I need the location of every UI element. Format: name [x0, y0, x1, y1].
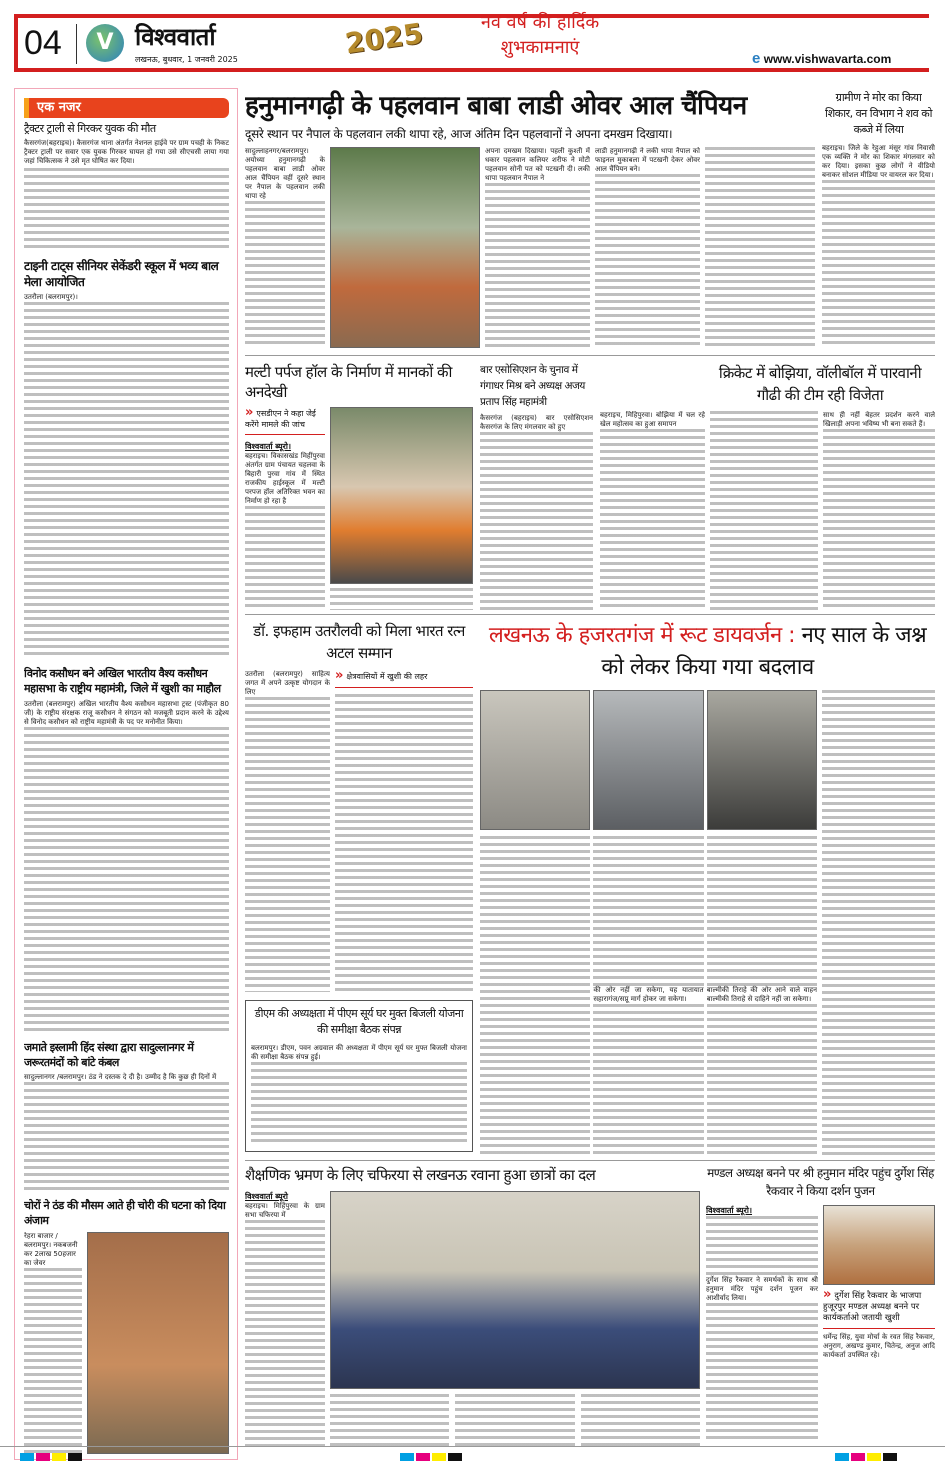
- caption-text: दुर्गेश सिंह रैकवार के भाजपा हुजूरपुर मण्डल अध्यक्ष बनने पर कार्यकर्ताओ जतायी खुशी: [823, 1291, 922, 1323]
- text-lines: [245, 1220, 325, 1450]
- headline: जमाते इस्लामी हिंद संस्था द्वारा सादुल्लानगर में जरूरतमंदों को बांटे कंबल: [24, 1041, 194, 1069]
- lucknow-col-right: [822, 690, 935, 1155]
- text-lines: [245, 506, 325, 610]
- hall-story: [245, 362, 473, 610]
- lucknow-columns: [480, 836, 817, 1155]
- story-chori: [24, 1198, 229, 1454]
- text-lines: [455, 1394, 574, 1450]
- cyan-swatch: [835, 1453, 849, 1461]
- text-lines: [707, 1004, 817, 1155]
- color-swatches-right: [835, 1453, 897, 1461]
- trip-col-2: [330, 1394, 700, 1450]
- mandal-closing: धर्मेन्द्र सिंह, युवा मोर्चा के रवत सिंह रैकवार, अनुराग, अखण्ड कुमार, चितेन्द्र, अनुज आदि कार्यकर्ता उपस्थित रहे।: [823, 1333, 935, 1359]
- text-lines: [593, 836, 703, 986]
- text-lines: [330, 1394, 449, 1450]
- headline: डीएम की अध्यक्षता में पीएम सूर्य घर मुक्त बिजली योजना की समीक्षा बैठक संपन्न: [254, 1007, 464, 1036]
- story-text: रेहरा बाजार /बलरामपुर। नकबजनी कर 2लाख 50हजार का जेवर: [24, 1232, 78, 1267]
- section-rule: [245, 355, 935, 356]
- trip-col-1: [245, 1191, 325, 1450]
- lucknow-headline: [480, 620, 935, 684]
- byline: विश्ववार्ता ब्यूरो।: [706, 1206, 753, 1215]
- paper-name: विश्ववार्ता: [135, 23, 216, 51]
- mandal-story: [706, 1164, 935, 1442]
- chori-text-col: [24, 1232, 82, 1454]
- magenta-swatch: [36, 1453, 50, 1461]
- lead-subheadline: दूसरे स्थान पर नैपाल के पहलवान लकी थापा रहे, आज अंतिम दिन पहलवानों ने अपना दमखम दिखाया।: [245, 127, 673, 141]
- headline: ट्रैक्टर ट्राली से गिरकर युवक की मौत: [24, 122, 156, 135]
- color-registration-bar: [0, 1446, 945, 1447]
- mandal-col-1: [706, 1205, 818, 1442]
- text-lines: [706, 1303, 818, 1442]
- year-badge: 2025: [343, 16, 425, 61]
- lead-col-1: [245, 147, 325, 348]
- story-text: सादुल्लाहनगर/बलरामपुर। अयोध्या हनुमानगढ़ी के पहलवान बाबा लाडी ओवर आल चैंपियन वहीं दूसरे स्थान पर नैपाल के पहलवान लकी थापा रहे: [245, 147, 325, 200]
- divider: [76, 24, 77, 64]
- story-text: बहराइच। विकासखंड मिहींपुरवा अंतर्गत ग्राम पंचायत चहलवा के बिहारी पुरवा गांव में स्थित राजकीय हाईस्कूल में मल्टी परपज हॉल अतिरिक्त भवन का निर्माण हो रहा है: [245, 452, 325, 505]
- headline: बार एसोसिएशन के चुनाव में गंगाधर मिश्र बने अध्यक्ष अजय प्रताप सिंह महामंत्री: [480, 364, 585, 408]
- text-lines: [707, 836, 817, 986]
- atal-headline: डॉ. इफहाम उतरौलवी को मिला भारत रत्न अटल सम्मान: [253, 622, 465, 662]
- text-lines: [593, 1004, 703, 1155]
- text-lines: [706, 1216, 818, 1276]
- hall-inauguration-photo: [330, 407, 473, 584]
- headline-black: नए साल के जश्न को लेकर किया गया बदलाव: [601, 623, 927, 680]
- story-text: कैसरगंज(बहराइच)। कैसरगंज थाना अंतर्गत नेशनल हाईवे पर ग्राम पचही के निकट ट्रैक्टर ट्राली पर सवार एक युवक गिरकर घायल हो गया उसे सीएचसी लाया गया जहां चिकित्सक ने उसे मृत घोषित कर दिया।: [24, 139, 229, 165]
- quote-arrow-icon: »: [335, 670, 344, 683]
- story-text: अपना दमखम दिखाया। पहली कुश्ती में धकार पहलवान कलियर शरीफ ने मोटी पहलवान सोनी पत को पटखनी दी। लकी थापा पहलवान नैपाल ने: [485, 147, 590, 182]
- black-swatch: [448, 1453, 462, 1461]
- text-lines: [710, 411, 818, 610]
- story-text: उतरौला (बलरामपुर) साहित्य जगत में अपने उत्कृष्ट योगदान के लिए: [245, 670, 330, 696]
- highlight-box: [245, 407, 325, 435]
- story-text: सादुल्लानगर /बलरामपुर। ठंड ने दस्तक दे दी है। उम्मीद है कि कुछ ही दिनों में: [24, 1073, 217, 1081]
- bar-story: [480, 362, 593, 610]
- greeting-line-2: शुभकामनाएं: [500, 37, 580, 58]
- lucknow-col-2: [593, 836, 703, 1155]
- headline: ग्रामीण ने मोर का किया शिकार, वन विभाग ने शव को कब्जे में लिया: [824, 91, 933, 136]
- section-rule: [245, 1160, 935, 1161]
- dm-story-box: [245, 1000, 473, 1152]
- atal-columns: [245, 670, 473, 992]
- highlight-box: [335, 670, 473, 688]
- color-swatches-left: [20, 1453, 82, 1461]
- yellow-swatch: [52, 1453, 66, 1461]
- browser-e-icon: e: [752, 50, 761, 67]
- cricket-col-2: [710, 411, 818, 610]
- text-lines: [480, 836, 590, 1155]
- text-lines: [600, 429, 705, 610]
- black-swatch: [883, 1453, 897, 1461]
- wrestling-photo: [330, 147, 480, 348]
- theft-site-photo: [87, 1232, 229, 1454]
- story-text: लाडी हनुमानगढ़ी ने लकी थापा नैपाल को फाइनल मुकाबला में पटखनी देकर ओवर आल चैंपियन बने।: [595, 147, 700, 173]
- atal-col-1: [245, 670, 330, 992]
- text-lines: [823, 429, 935, 610]
- text-lines: [251, 1062, 467, 1146]
- ek-nazar-content: [24, 98, 229, 1454]
- traffic-photo-2: [593, 690, 703, 830]
- website[interactable]: [752, 50, 891, 67]
- story-bal-mela: [24, 258, 229, 658]
- headline: टाइनी टाट्स सीनियर सेकेंडरी स्कूल में भव्य बाल मेला आयोजित: [24, 259, 219, 289]
- lucknow-story: [480, 620, 935, 1155]
- text-lines: [480, 432, 593, 610]
- byline: विश्ववार्ता ब्यूरो।: [245, 442, 292, 451]
- hall-photo-col: [330, 407, 473, 610]
- lead-headline: हनुमानगढ़ी के पहलवान बाबा लाडी ओवर आल चैंपियन: [245, 91, 747, 121]
- lead-col-2: [485, 147, 590, 348]
- text-lines: [245, 201, 325, 348]
- trip-body-row: [245, 1191, 700, 1450]
- students-group-photo: [330, 1191, 700, 1389]
- story-text: कैसरगंज (बहराइच) बार एसोसिएशन कैसरगंज के लिए मंगलवार को हुए: [480, 414, 593, 431]
- lead-columns: [245, 147, 815, 348]
- chori-body-row: [24, 1232, 229, 1454]
- story-text: बहराइच, मिहिपुरवा। बोझिया में चल रहे खेल महोत्सव का हुआ समापन: [600, 411, 705, 428]
- story-vinod: [24, 666, 229, 1032]
- text-lines: [24, 1082, 229, 1190]
- mandal-body-row: [706, 1205, 935, 1442]
- text-lines: [822, 690, 935, 1155]
- story-text: बलरामपुर। डीएम, पवन अग्रवाल की अध्यक्षता में पीएम सूर्य घर मुफ्त बिजली योजना की समीक्षा बैठक संपन्न हुई।: [251, 1044, 467, 1061]
- text-lines: [245, 697, 330, 992]
- story-text: बाल्मीकी तिराहे की ओर आने वाले वाहन बाल्मीकी तिराहे से दाहिने नहीं जा सकेगा।: [706, 986, 817, 1003]
- highlight-text: क्षेत्रवासियों में खुशी की लहर: [346, 672, 428, 681]
- highlight-text: एसडीएन ने कहा जेई करेंगे मामले की जांच: [245, 409, 316, 429]
- lucknow-col-1: [480, 836, 590, 1155]
- mandal-headline: मण्डल अध्यक्ष बनने पर श्री हनुमान मंदिर पहुंच दुर्गेश सिंह रैकवार ने किया दर्शन पुजन: [707, 1166, 934, 1198]
- yellow-swatch: [432, 1453, 446, 1461]
- atal-story: [245, 620, 473, 992]
- logo-globe-icon: V: [86, 24, 124, 62]
- trip-photo-col: [330, 1191, 700, 1450]
- traffic-photos: [480, 690, 817, 830]
- lucknow-col-3: [707, 836, 817, 1155]
- greeting-line-1: नव वर्ष की हार्दिक: [480, 12, 600, 33]
- lead-story: [245, 90, 815, 348]
- story-text: दुर्गेश सिंह रैकवार ने समर्थकों के साथ श्री हनुमान मंदिर पहुंच दर्शन पूजन कर आशीर्वाद लिया।: [706, 1276, 818, 1302]
- dateline: लखनऊ, बुधवार, 1 जनवरी 2025: [135, 55, 238, 64]
- black-swatch: [68, 1453, 82, 1461]
- page-number: 04: [24, 24, 62, 62]
- story-tractor: [24, 122, 229, 250]
- temple-photo: [823, 1205, 935, 1285]
- cricket-story: [600, 362, 935, 610]
- cricket-columns: [600, 411, 935, 610]
- yellow-swatch: [867, 1453, 881, 1461]
- hall-body-row: [245, 407, 473, 610]
- hall-headline: मल्टी पर्पज हॉल के निर्माण में मानकों की अनदेखी: [245, 363, 452, 401]
- text-lines: [330, 588, 473, 610]
- quote-arrow-icon: »: [245, 407, 254, 420]
- text-lines: [705, 147, 815, 348]
- trip-headline: शैक्षणिक भ्रमण के लिए चफिरया से लखनऊ रवाना हुआ छात्रों का दल: [245, 1166, 596, 1184]
- story-text: बहराइच। मिहिंपुरवा के ग्राम सभा चफिरया में: [245, 1202, 325, 1219]
- headline: विनोद कसौधन बने अखिल भारतीय वैश्य कसौधन महासभा के राष्ट्रीय महामंत्री, जिले में खुशी का माहौल: [24, 667, 221, 695]
- text-lines: [595, 174, 700, 348]
- story-text: की ओर नहीं जा सकेगा, यह यातायात सहारागंज/सप्रू मार्ग होकर जा सकेगा।: [593, 986, 704, 1003]
- cricket-col-3: [823, 411, 935, 610]
- greeting: [440, 10, 640, 60]
- traffic-photo-3: [707, 690, 817, 830]
- byline: विश्ववार्ता ब्यूरो: [245, 1192, 288, 1201]
- magenta-swatch: [416, 1453, 430, 1461]
- text-lines: [24, 1268, 82, 1454]
- headline-red: लखनऊ के हजरतगंज में रूट डायवर्जन :: [488, 623, 796, 648]
- text-lines: [24, 302, 229, 658]
- lead-col-3: [595, 147, 700, 348]
- headline: चोरों ने ठंड की मौसम आते ही चोरी की घटना को दिया अंजाम: [24, 1199, 226, 1227]
- quote-arrow-icon: »: [823, 1287, 832, 1302]
- text-lines: [485, 183, 590, 348]
- text-lines: [335, 694, 473, 992]
- lucknow-left-block: [480, 690, 817, 1155]
- cyan-swatch: [20, 1453, 34, 1461]
- cricket-headline: क्रिकेट में बोझिया, वॉलीबॉल में पारवानी गौढी की टीम रही विजेता: [718, 364, 922, 404]
- magenta-swatch: [851, 1453, 865, 1461]
- atal-col-2: [335, 670, 473, 992]
- text-lines: [24, 168, 229, 250]
- story-text: साथ ही नहीं बेहतर प्रदर्शन करने वाले खिलाड़ी अपना भविष्य भी बना सकते हैं।: [823, 411, 935, 428]
- cricket-col-1: [600, 411, 705, 610]
- color-swatches-mid: [400, 1453, 462, 1461]
- story-text: बहराइच। जिले के रेहुआ मंसूर गांव निवासी एक व्यक्ति ने मोर का शिकार मंगलवार को कर दिया। इसका कुछ लोगों ने वीडियो बनाकर सोशल मीडिया पर वायरल कर दिया।: [822, 144, 935, 179]
- trip-story: [245, 1165, 700, 1450]
- lead-col-4: [705, 147, 815, 348]
- traffic-photo-1: [480, 690, 590, 830]
- story-kambal: [24, 1040, 229, 1190]
- text-lines: [581, 1394, 700, 1450]
- ek-nazar-label: एक नजर: [24, 98, 229, 118]
- lucknow-body: [480, 690, 935, 1155]
- text-lines: [24, 727, 229, 1032]
- mandal-col-2: [823, 1205, 935, 1442]
- brief-peacock: [822, 90, 935, 348]
- text-lines: [822, 180, 935, 348]
- mandal-photo-caption: [823, 1289, 935, 1329]
- section-rule: [245, 614, 935, 615]
- website-url[interactable]: www.vishwavarta.com: [763, 52, 892, 66]
- story-text: उतरौला (बलरामपुर) अखिल भारतीय वैश्य कसौधन महासभा ट्रस्ट (पंजीकृत 80 जी) के राष्ट्रीय संरक्षक राजू कसौधन ने संगठन को मजबूती प्रदान करने के उद्देश्य से विनोद कसौधन को राष्ट्रीय महामंत्री के पद पर मनोनीत किया।: [24, 700, 229, 726]
- cyan-swatch: [400, 1453, 414, 1461]
- story-text: उतरौला (बलरामपुर)।: [24, 293, 78, 301]
- hall-highlight: [245, 407, 325, 610]
